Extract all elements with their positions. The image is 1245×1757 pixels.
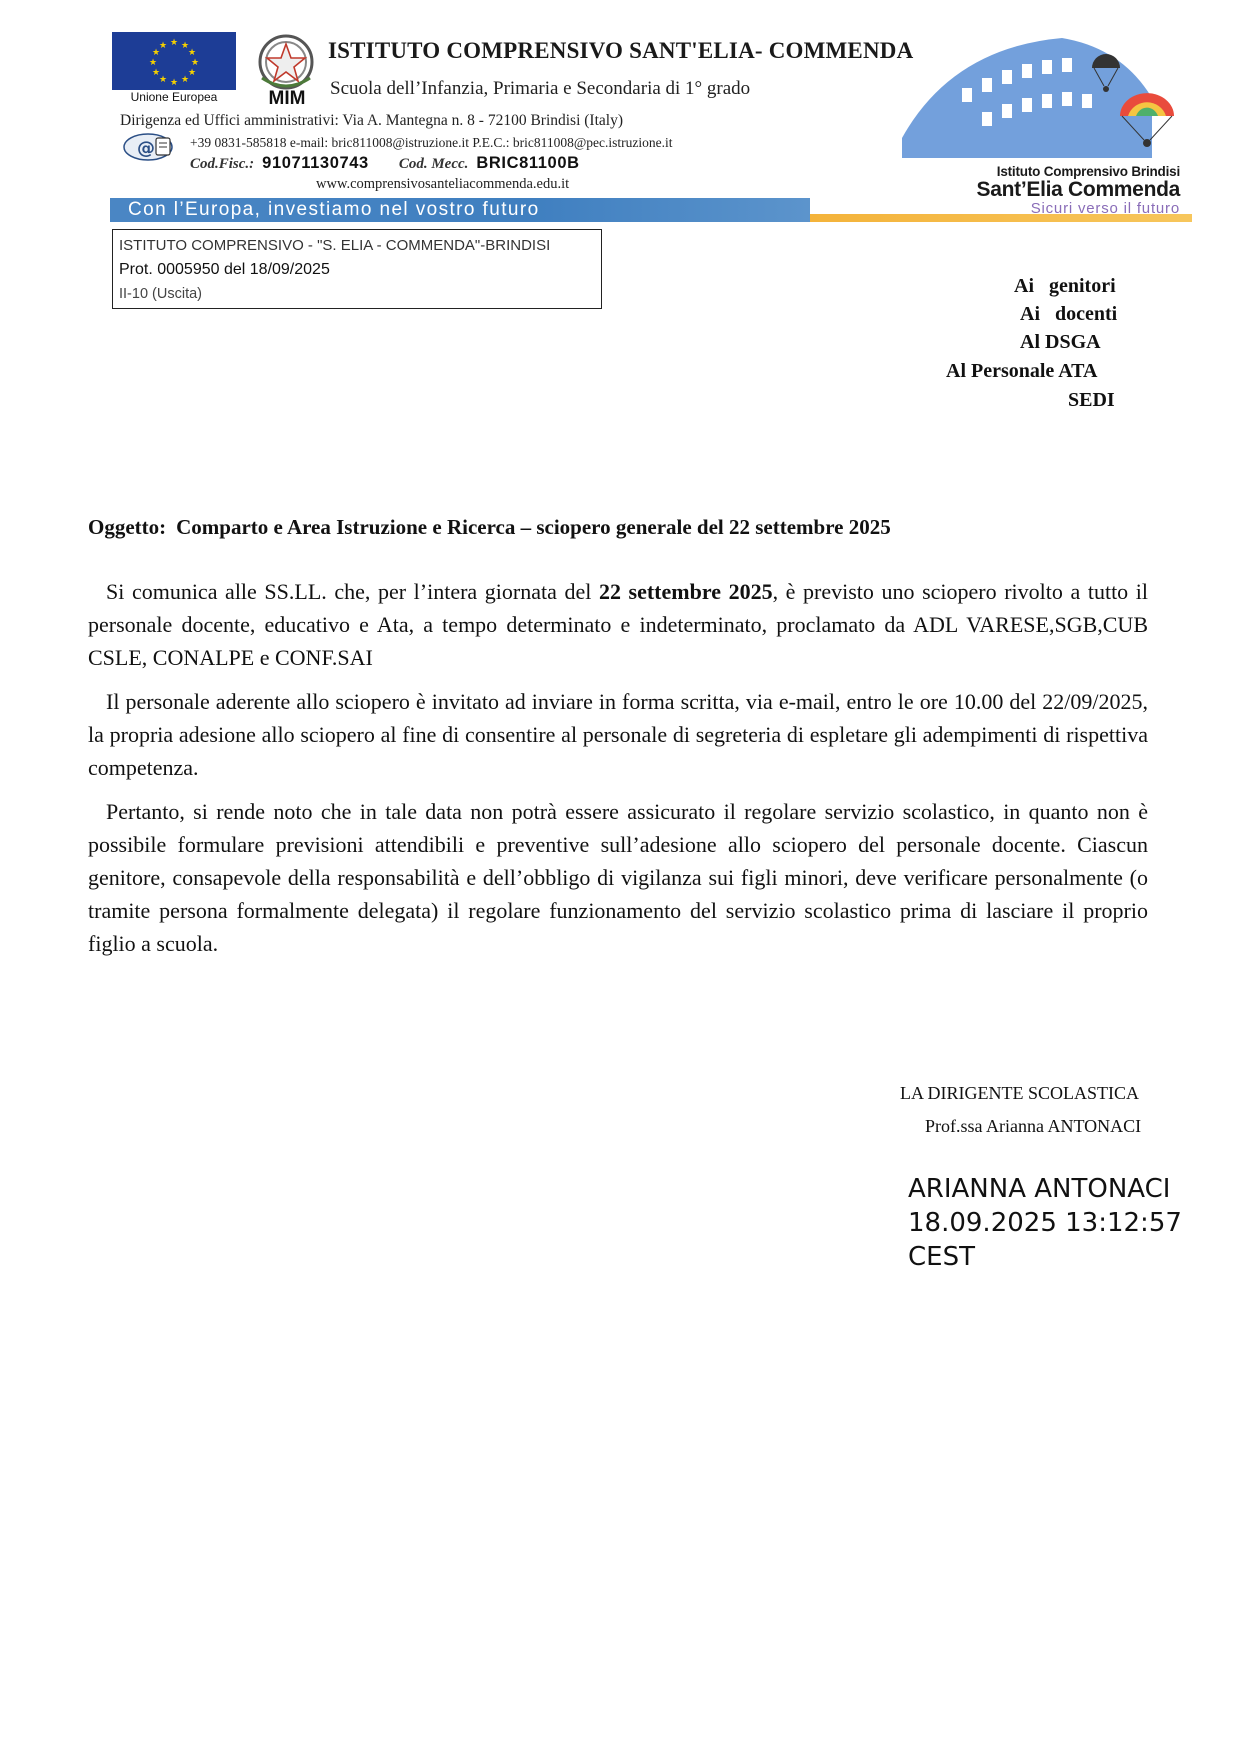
admin-address: Dirigenza ed Uffici amministrativi: Via A. Mantegna n. 8 - 72100 Brindisi (Italy) [120, 112, 624, 129]
protocol-institute: ISTITUTO COMPRENSIVO - "S. ELIA - COMMENDA"-BRINDISI [119, 237, 551, 254]
recipient-dsga: Al DSGA [1020, 331, 1101, 353]
signature-name: Prof.ssa Arianna ANTONACI [925, 1116, 1142, 1136]
recipient-sedi: SEDI [1068, 389, 1115, 411]
subject-text: Comparto e Area Istruzione e Ricerca – sciopero generale del 22 settembre 2025 [176, 515, 891, 539]
recipient-teachers: Ai docenti [1020, 303, 1118, 325]
digital-signature-name: ARIANNA ANTONACI [908, 1174, 1171, 1204]
strike-date: 22 settembre 2025 [598, 579, 773, 604]
subject-line [88, 515, 891, 540]
svg-text:@: @ [137, 138, 155, 159]
logo-institute-label: Istituto Comprensivo Brindisi [996, 164, 1180, 179]
ministry-label: MIM [268, 88, 306, 109]
cod-fisc-value: 91071130743 [262, 154, 369, 172]
svg-text:★: ★ [151, 68, 161, 78]
digital-signature-timezone: CEST [908, 1242, 975, 1272]
signature-role: LA DIRIGENTE SCOLASTICA [900, 1083, 1139, 1103]
letterhead [110, 28, 1192, 228]
protocol-number: Prot. 0005950 del 18/09/2025 [119, 261, 330, 278]
body-p1-text: Si comunica alle SS.LL. che, per l’intera giornata del [106, 579, 599, 604]
digital-signature-datetime: 18.09.2025 13:12:57 [908, 1208, 1182, 1238]
protocol-stamp [112, 229, 602, 309]
eu-label: Unione Europea [112, 90, 236, 104]
svg-text:★: ★ [169, 38, 179, 48]
svg-text:★: ★ [148, 58, 158, 68]
body-paragraph-2: Il personale aderente allo sciopero è invitato ad inviare in forma scritta, via e-mail, entro le ore 10.00 del 22/09/2025, la propria adesione allo sciopero al fine di consentire al personale di segreteria di espletare gli adempimenti di rispettiva competenza. [88, 689, 1148, 780]
italian-republic-emblem-icon [246, 32, 326, 94]
protocol-classification: II-10 (Uscita) [119, 286, 202, 302]
letter-body [88, 575, 1148, 971]
body-paragraph-1 [88, 575, 1148, 674]
contact-line: +39 0831-585818 e-mail: bric811008@istruzione.it P.E.C.: bric811008@pec.istruzione.it [190, 135, 673, 150]
school-subtitle: Scuola dell’Infanzia, Primaria e Secondaria di 1° grado [330, 78, 751, 99]
svg-text:★: ★ [190, 58, 200, 68]
school-logo [892, 28, 1192, 218]
recipient-parents: Ai genitori [1014, 275, 1116, 297]
school-website: www.comprensivosanteliacommenda.edu.it [316, 176, 570, 192]
svg-text:★: ★ [187, 48, 197, 58]
logo-tagline: Sicuri verso il futuro [1030, 200, 1180, 217]
school-name: ISTITUTO COMPRENSIVO SANT'ELIA- COMMENDA [328, 38, 914, 63]
svg-text:★: ★ [187, 68, 197, 78]
fiscal-codes [190, 154, 606, 173]
eu-stars-icon [112, 32, 236, 94]
subject-label: Oggetto: [88, 515, 167, 539]
europe-banner: Con l’Europa, investiamo nel vostro futuro [110, 198, 810, 222]
svg-text:★: ★ [151, 48, 161, 58]
cod-mecc-value: BRIC81100B [476, 154, 580, 172]
digital-signature [908, 1172, 1182, 1274]
body-p1-text-continued: , è previsto uno sciopero rivolto a tutto il personale docente, educativo e Ata, a tempo determinato e indeterminato, proclamato da ADL VARESE,SGB,CUB CSLE, CONALPE e CONF.SAI [88, 579, 1149, 670]
buildings-parachute-logo-icon [892, 28, 1192, 168]
svg-text:★: ★ [169, 78, 179, 88]
logo-school-name: Sant’Elia Commenda [976, 178, 1180, 201]
svg-text:★: ★ [158, 41, 168, 51]
svg-text:★: ★ [180, 41, 190, 51]
body-paragraph-3: Pertanto, si rende noto che in tale data non potrà essere assicurato il regolare servizio scolastico, in quanto non è possibile formulare previsioni attendibili e preventive sull’adesione allo sciopero del personale docente. Ciascun genitore, consapevole della responsabilità e dell’obbligo di vigilanza sui figli minori, deve verificare personalmente (o tramite persona formalmente delegata) il regolare funzionamento del servizio scolastico prima di lasciare il proprio figlio a scuola. [88, 799, 1148, 956]
recipient-ata-staff: Al Personale ATA [946, 360, 1098, 382]
contact-email-phone-icon [122, 130, 184, 164]
cod-fisc-label: Cod.Fisc.: [190, 156, 255, 172]
svg-text:★: ★ [180, 75, 190, 85]
cod-mecc-label: Cod. Mecc. [398, 156, 469, 172]
svg-text:★: ★ [158, 75, 168, 85]
